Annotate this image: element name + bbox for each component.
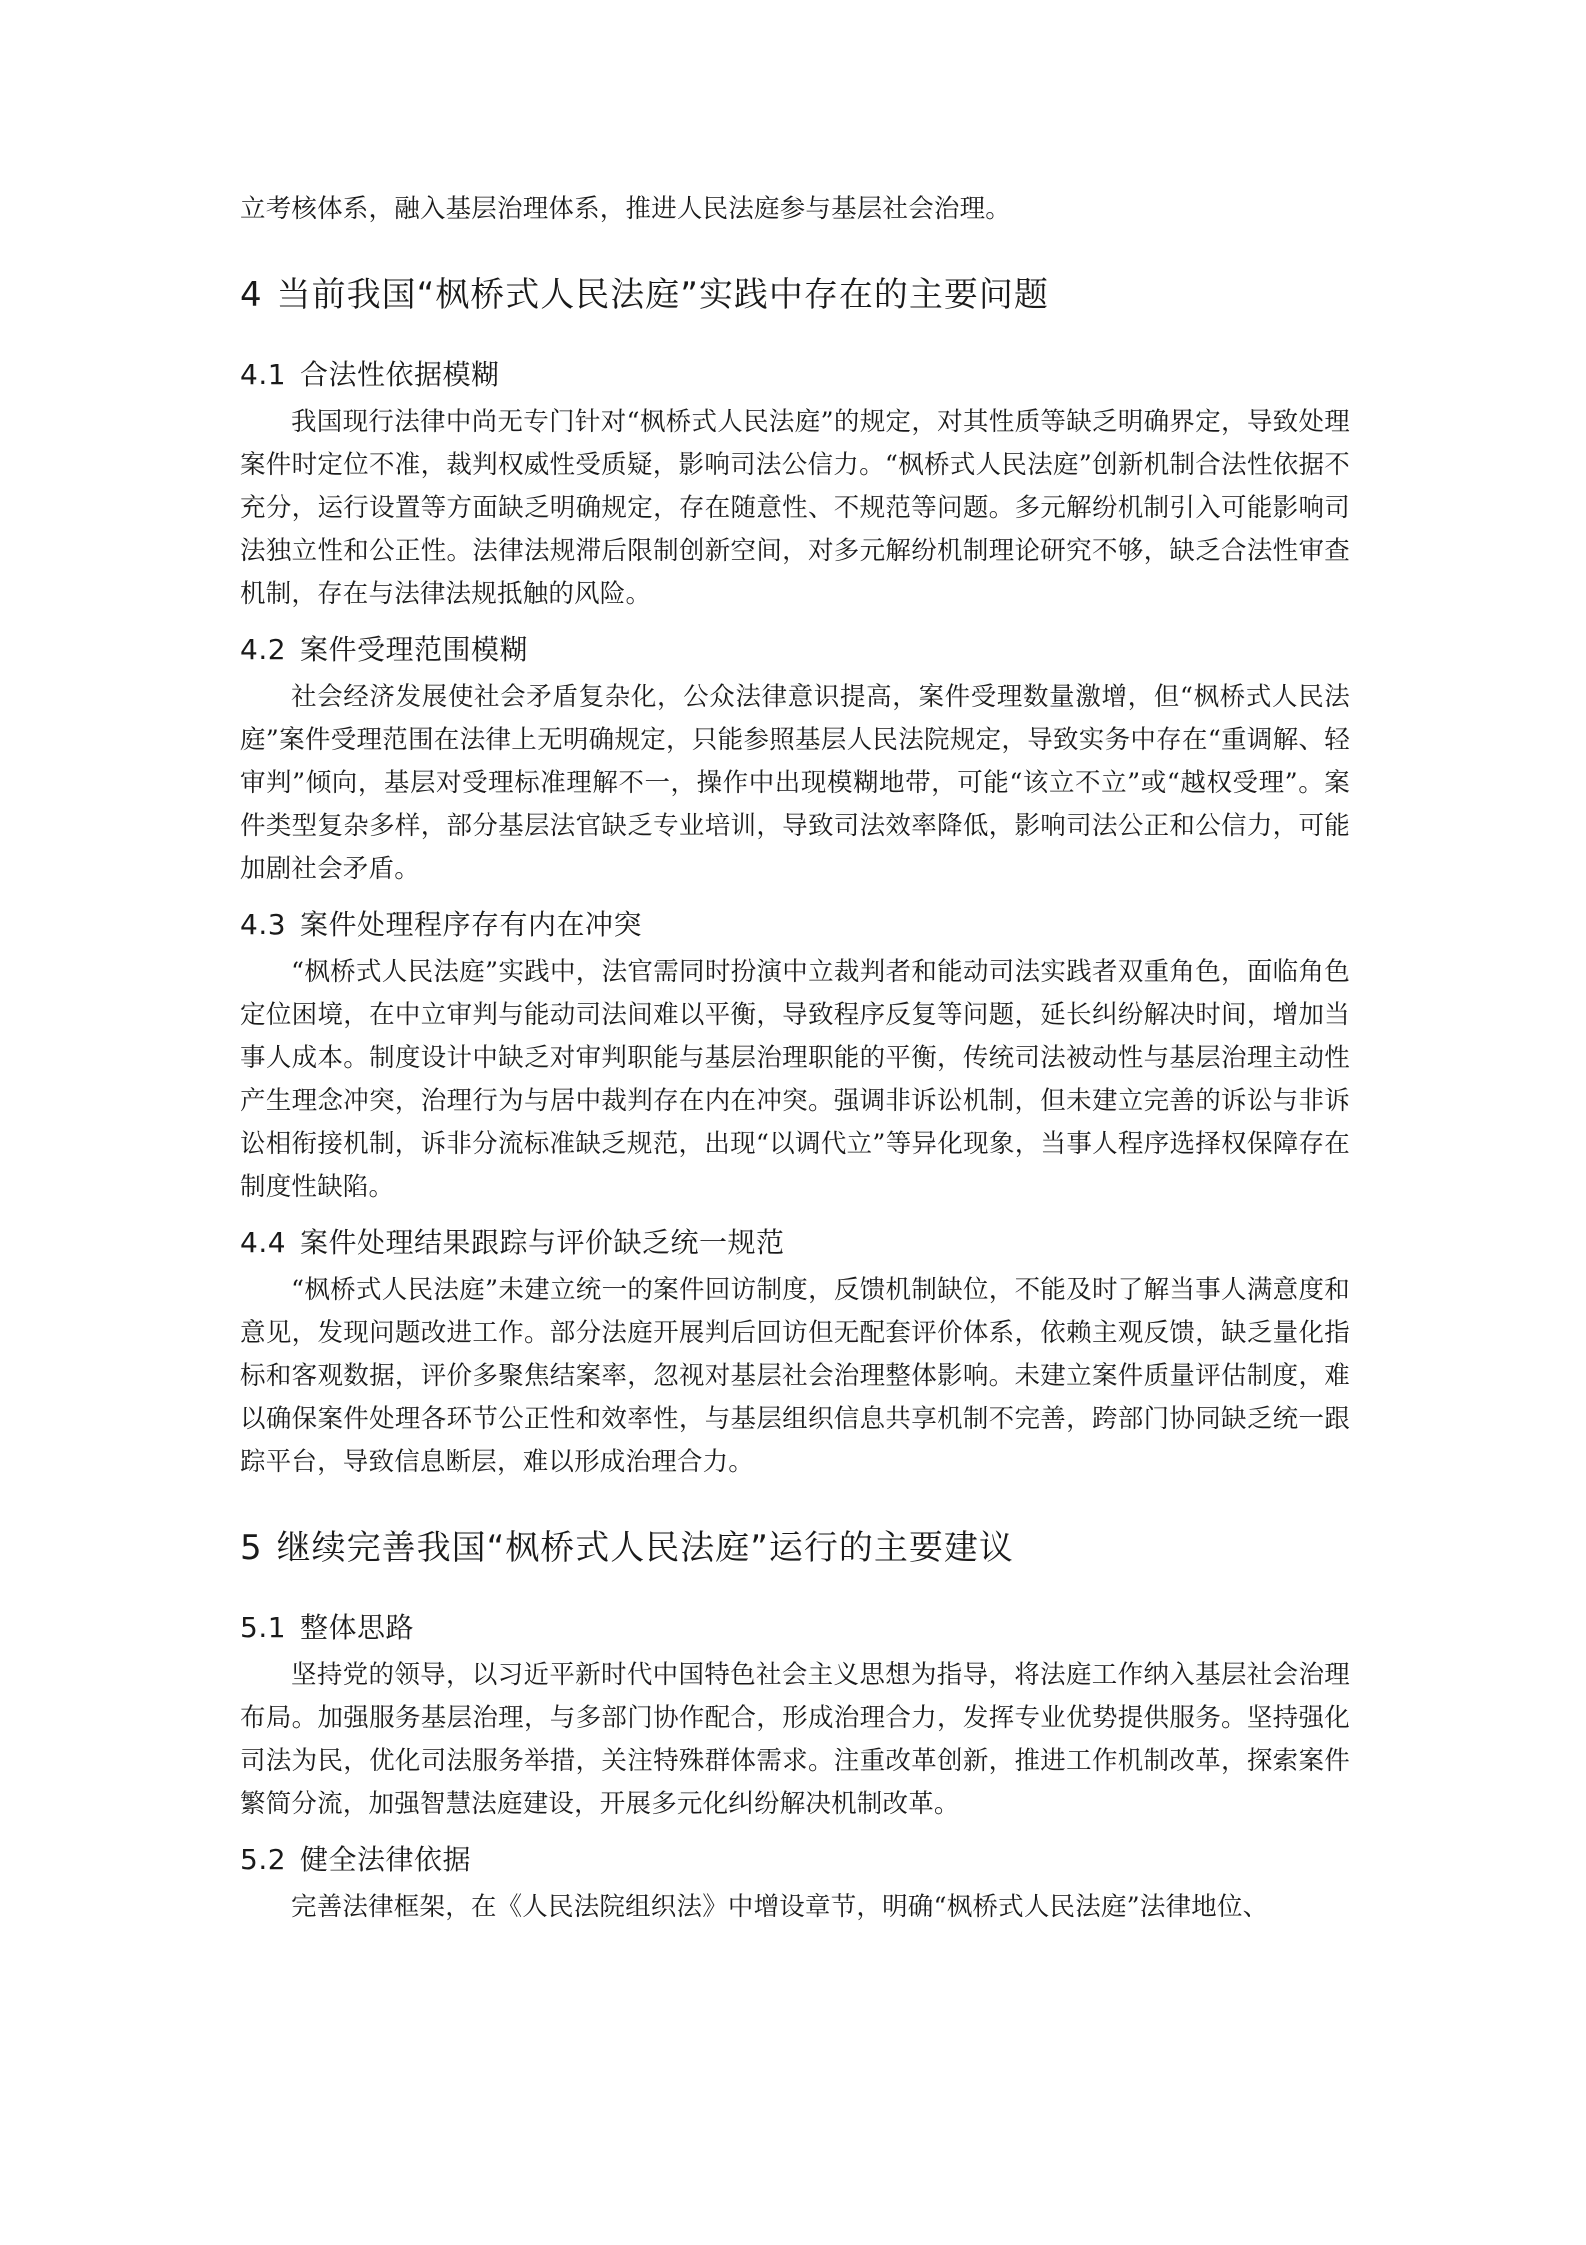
subsection-4-2-paragraph: 社会经济发展使社会矛盾复杂化，公众法律意识提高，案件受理数量激增，但“枫桥式人民法庭”案件受理范围在法律上无明确规定，只能参照基层人民法院规定，导致实务中存在“重调解、轻审判”倾向，基层对受理标准理解不一，操作中出现模糊地带，可能“该立不立”或“越权受理”。案件类型复杂多样，部分基层法官缺乏专业培训，导致司法效率降低，影响司法公正和公信力，可能加剧社会矛盾。 [240,682,1350,884]
subsection-number: 4.1 [240,358,287,391]
subsection-number: 5.2 [240,1843,287,1876]
subsection-5-2-heading [240,1840,1350,1880]
subsection-4-3-heading [240,905,1350,945]
subsection-number: 5.1 [240,1611,287,1644]
subsection-5-2-paragraph: 完善法律框架，在《人民法院组织法》中增设章节，明确“枫桥式人民法庭”法律地位、 [291,1892,1269,1922]
subsection-number: 4.4 [240,1226,287,1259]
subsection-number: 4.3 [240,908,287,941]
subsection-4-1-heading [240,355,1350,395]
subsection-title: 案件处理程序存有内在冲突 [300,908,643,941]
section-4-heading [240,273,1350,317]
section-5-title: 继续完善我国“枫桥式人民法庭”运行的主要建议 [276,1528,1014,1568]
subsection-title: 案件处理结果跟踪与评价缺乏统一规范 [300,1226,785,1259]
section-4-number: 4 [240,275,263,315]
section-5-number: 5 [240,1528,263,1568]
subsection-5-1-heading [240,1608,1350,1648]
subsection-4-1-paragraph: 我国现行法律中尚无专门针对“枫桥式人民法庭”的规定，对其性质等缺乏明确界定，导致处理案件时定位不准，裁判权威性受质疑，影响司法公信力。“枫桥式人民法庭”创新机制合法性依据不充分，运行设置等方面缺乏明确规定，存在随意性、不规范等问题。多元解纷机制引入可能影响司法独立性和公正性。法律法规滞后限制创新空间，对多元解纷机制理论研究不够，缺乏合法性审查机制，存在与法律法规抵触的风险。 [240,407,1350,609]
subsection-title: 整体思路 [300,1611,415,1644]
subsection-number: 4.2 [240,633,287,666]
subsection-4-3-paragraph: “枫桥式人民法庭”实践中，法官需同时扮演中立裁判者和能动司法实践者双重角色，面临角色定位困境，在中立审判与能动司法间难以平衡，导致程序反复等问题，延长纠纷解决时间，增加当事人成本。制度设计中缺乏对审判职能与基层治理职能的平衡，传统司法被动性与基层治理主动性产生理念冲突，治理行为与居中裁判存在内在冲突。强调非诉讼机制，但未建立完善的诉讼与非诉讼相衔接机制，诉非分流标准缺乏规范，出现“以调代立”等异化现象，当事人程序选择权保障存在制度性缺陷。 [240,957,1350,1202]
document-page [240,188,1350,1929]
subsection-title: 健全法律依据 [300,1843,472,1876]
subsection-4-2-heading [240,630,1350,670]
section-5-heading [240,1526,1350,1570]
subsection-title: 合法性依据模糊 [300,358,500,391]
subsection-4-4-paragraph: “枫桥式人民法庭”未建立统一的案件回访制度，反馈机制缺位，不能及时了解当事人满意度和意见，发现问题改进工作。部分法庭开展判后回访但无配套评价体系，依赖主观反馈，缺乏量化指标和客观数据，评价多聚焦结案率，忽视对基层社会治理整体影响。未建立案件质量评估制度，难以确保案件处理各环节公正性和效率性，与基层组织信息共享机制不完善，跨部门协同缺乏统一跟踪平台，导致信息断层，难以形成治理合力。 [240,1275,1350,1477]
subsection-5-1-paragraph: 坚持党的领导，以习近平新时代中国特色社会主义思想为指导，将法庭工作纳入基层社会治理布局。加强服务基层治理，与多部门协作配合，形成治理合力，发挥专业优势提供服务。坚持强化司法为民，优化司法服务举措，关注特殊群体需求。注重改革创新，推进工作机制改革，探索案件繁简分流，加强智慧法庭建设，开展多元化纠纷解决机制改革。 [240,1660,1350,1819]
subsection-title: 案件受理范围模糊 [300,633,529,666]
section-4-title: 当前我国“枫桥式人民法庭”实践中存在的主要问题 [276,275,1049,315]
continuation-paragraph: 立考核体系，融入基层治理体系，推进人民法庭参与基层社会治理。 [240,194,1012,224]
subsection-4-4-heading [240,1223,1350,1263]
